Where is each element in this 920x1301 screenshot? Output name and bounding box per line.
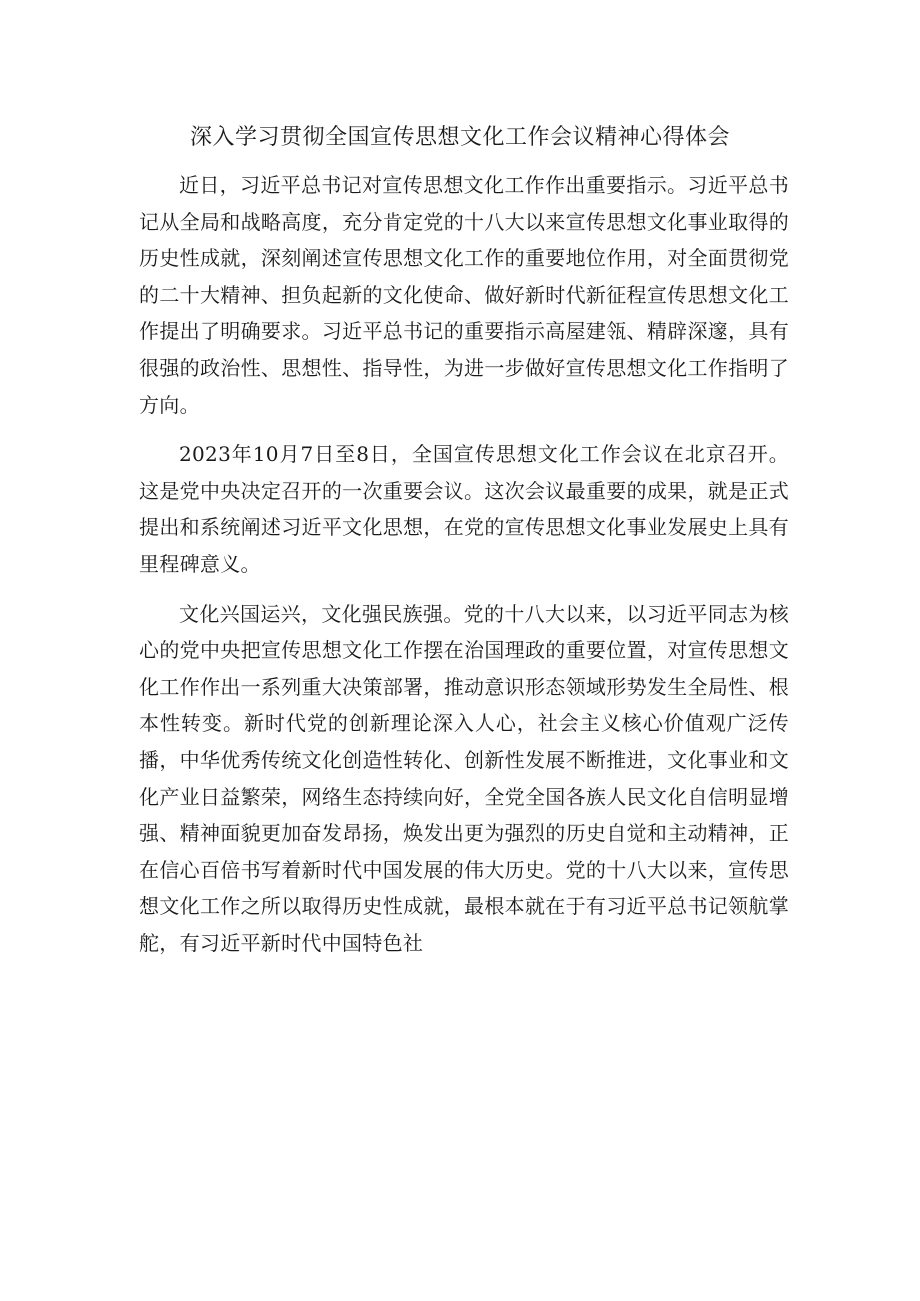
paragraph-meeting: 2023年10月7日至8日，全国宣传思想文化工作会议在北京召开。这是党中央决定召开的一次重要会议。这次会议最重要的成果，就是正式提出和系统阐述习近平文化思想，在党的宣传思想文化事业发展史上具有里程碑意义。 xyxy=(139,442,789,576)
paragraph-culture: 文化兴国运兴，文化强民族强。党的十八大以来，以习近平同志为核心的党中央把宣传思想文化工作摆在治国理政的重要位置，对宣传思想文化工作作出一系列重大决策部署，推动意识形态领域形势发生全局性、根本性转变。新时代党的创新理论深入人心，社会主义核心价值观广泛传播，中华优秀传统文化创造性转化、创新性发展不断推进，文化事业和文化产业日益繁荣，网络生态持续向好，全党全国各族人民文化自信明显增强、精神面貌更加奋发昂扬，焕发出更为强烈的历史自觉和主动精神，正在信心百倍书写着新时代中国发展的伟大历史。党的十八大以来，宣传思想文化工作之所以取得历史性成就，最根本就在于有习近平总书记领航掌舵，有习近平新时代中国特色社 xyxy=(139,601,789,955)
document-body xyxy=(139,167,789,961)
paragraph-intro: 近日，习近平总书记对宣传思想文化工作作出重要指示。习近平总书记从全局和战略高度，充分肯定党的十八大以来宣传思想文化事业取得的历史性成就，深刻阐述宣传思想文化工作的重要地位作用，对全面贯彻党的二十大精神、担负起新的文化使命、做好新时代新征程宣传思想文化工作提出了明确要求。习近平总书记的重要指示高屋建瓴、精辟深邃，具有很强的政治性、思想性、指导性，为进一步做好宣传思想文化工作指明了方向。 xyxy=(139,173,789,417)
document-title: 深入学习贯彻全国宣传思想文化工作会议精神心得体会 xyxy=(189,125,730,150)
